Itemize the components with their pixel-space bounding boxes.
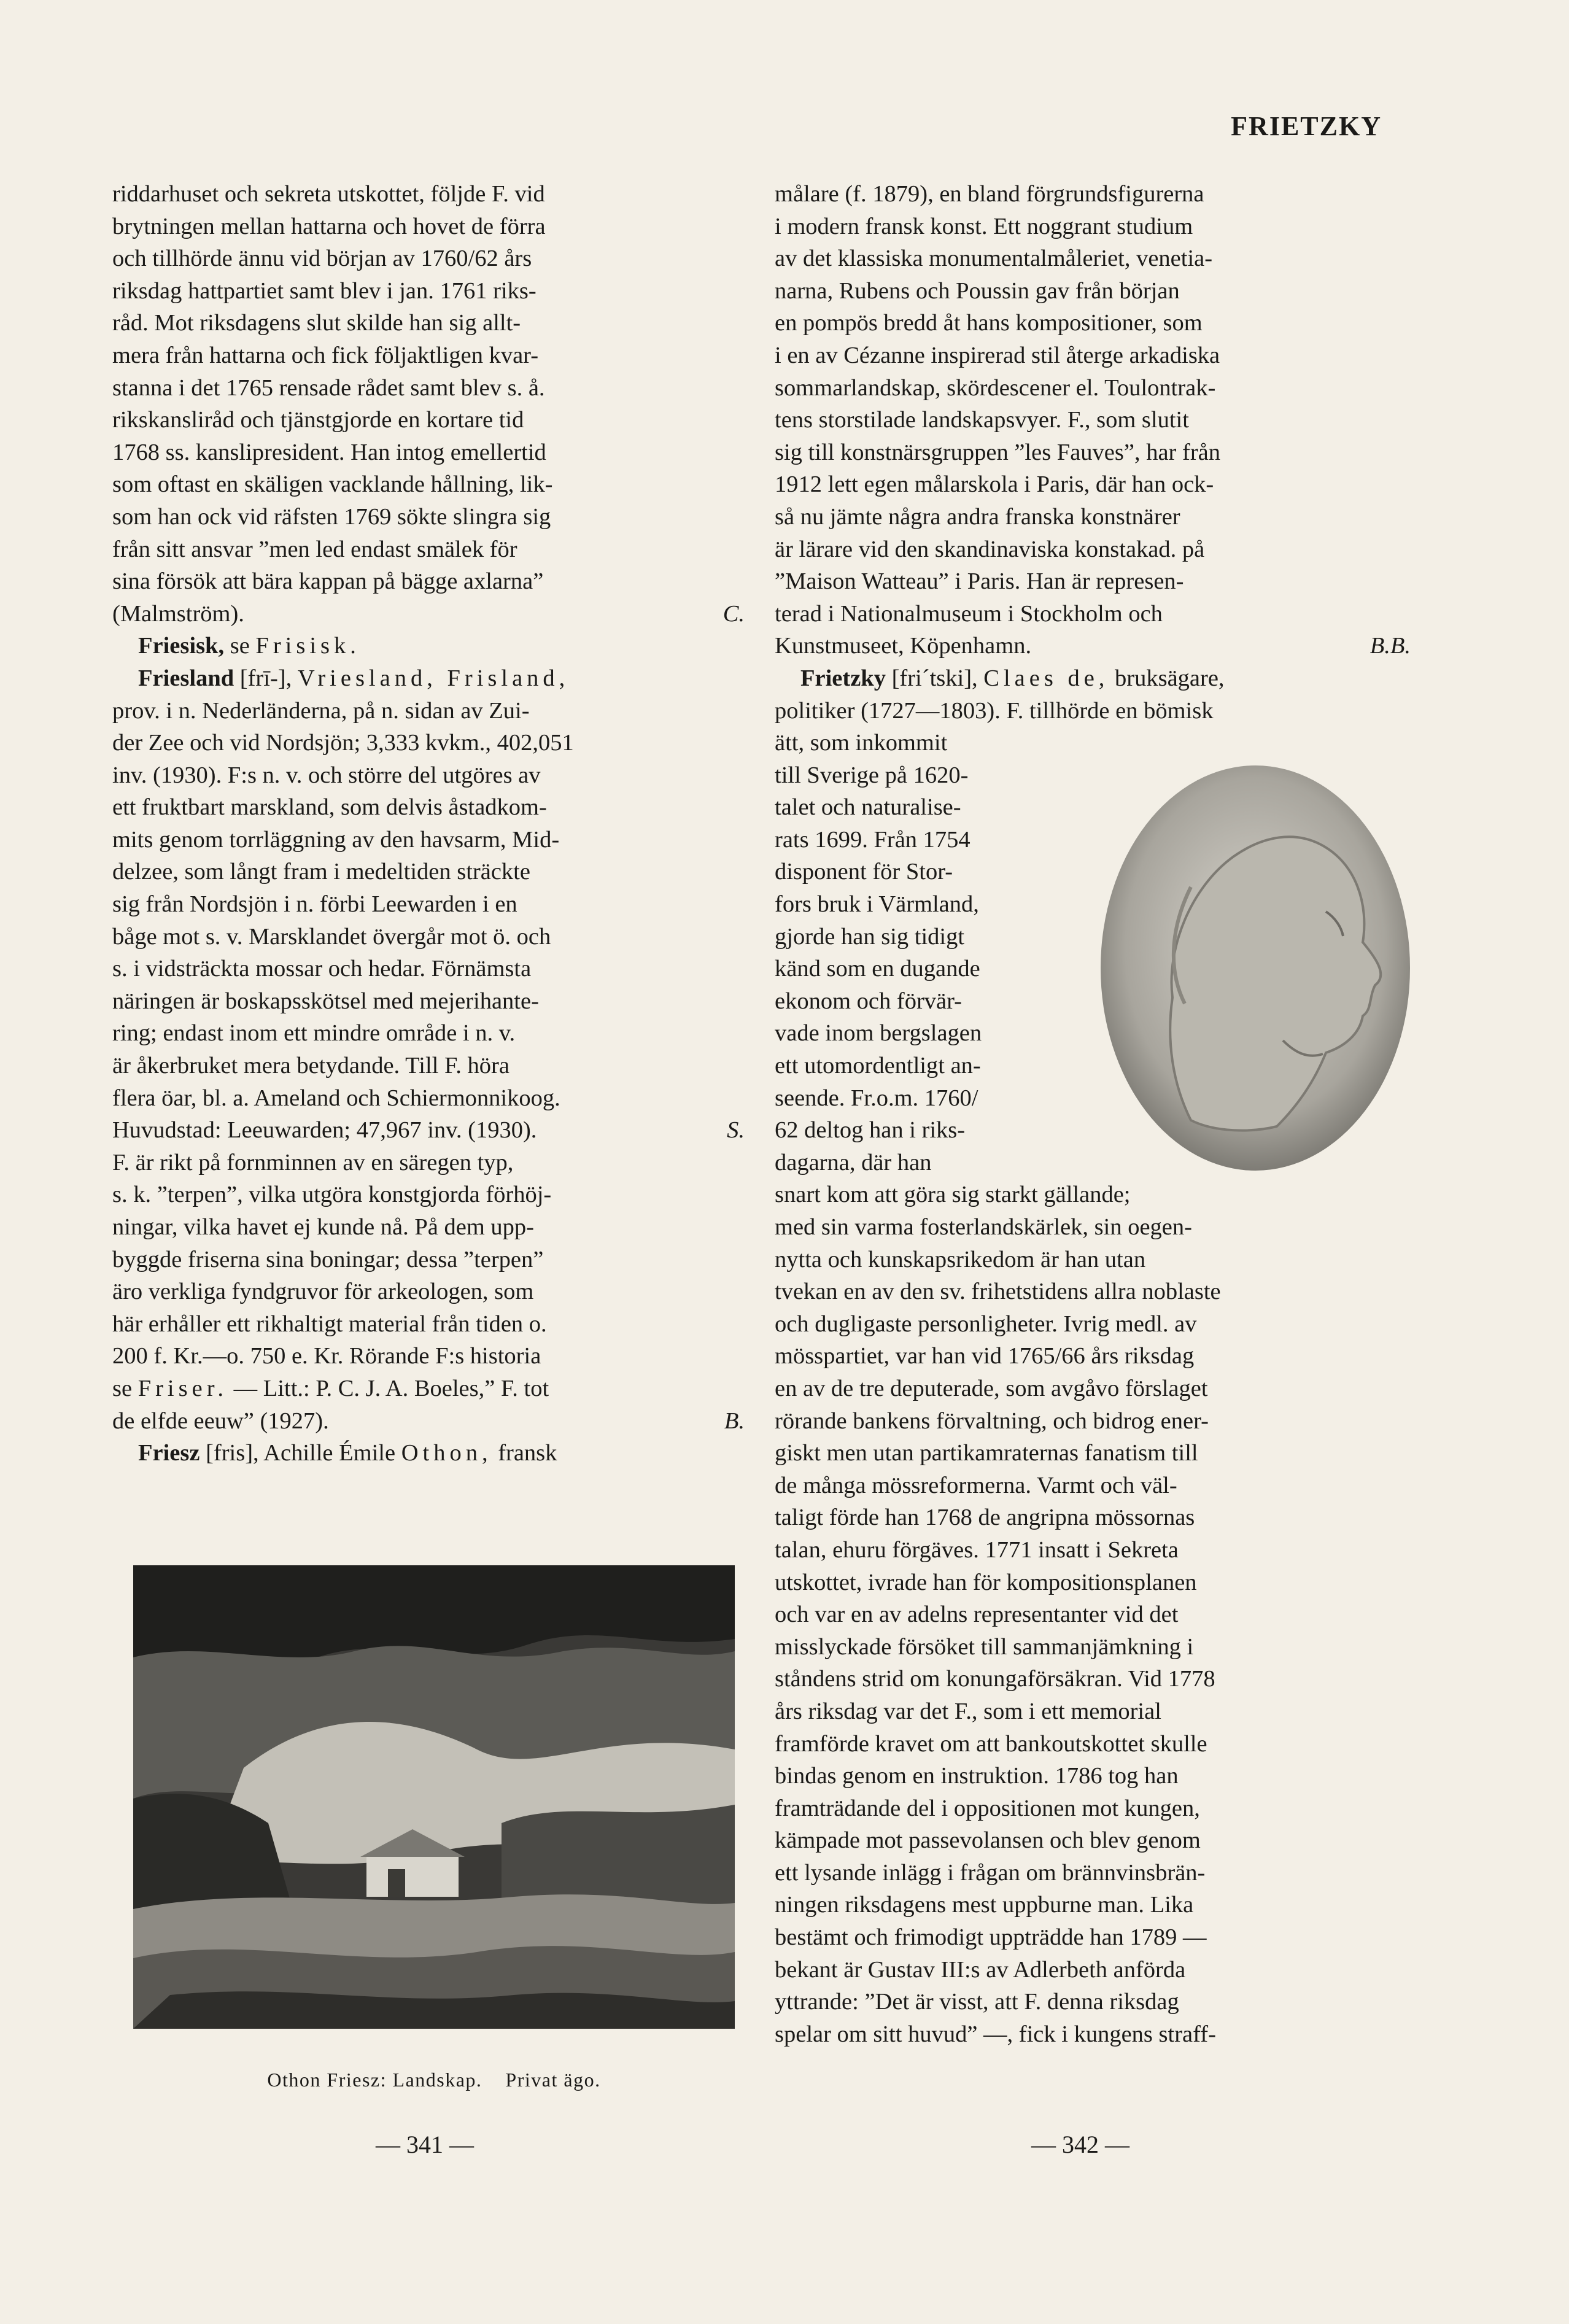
- text-line: nytta och kunskapsrikedom är han utan: [775, 1246, 1146, 1272]
- text-line: äro verkliga fyndgruvor för arkeologen, som: [112, 1279, 534, 1305]
- cross-reference: Frisisk.: [255, 633, 360, 659]
- headword: Friesland: [138, 665, 234, 691]
- text-line: delzee, som långt fram i medeltiden sträckte: [112, 859, 530, 885]
- text-line: råd. Mot riksdagens slut skilde han sig allt-: [112, 310, 521, 336]
- author-signature: B.: [724, 1408, 745, 1434]
- text-line: Huvudstad: Leeuwarden; 47,967 inv. (1930). S.: [112, 1114, 745, 1147]
- headword: Frietzky: [800, 665, 886, 691]
- text-line: gjorde han sig tidigt: [775, 923, 965, 950]
- text-line: misslyckade försöket till sammanjämkning i: [775, 1633, 1194, 1660]
- entry-body: [112, 1147, 745, 1373]
- text-line: kämpade mot passevolansen och blev genom: [775, 1827, 1201, 1854]
- text-line: här erhåller ett rikhaltigt material från tiden o.: [112, 1311, 547, 1337]
- text-line: i modern fransk konst. Ett noggrant studium: [775, 213, 1193, 239]
- portrait-image: [1099, 764, 1412, 1172]
- text-line: är åkerbruket mera betydande. Till F. höra: [112, 1053, 509, 1079]
- text-line: och var en av adelns representanter vid det: [775, 1602, 1179, 1628]
- text-line: yttrande: ”Det är visst, att F. denna riksdag: [775, 1989, 1179, 2015]
- text-line: dagarna, där han: [775, 1149, 932, 1176]
- text-line: bestämt och frimodigt uppträdde han 1789 —: [775, 1924, 1207, 1951]
- text-line: der Zee och vid Nordsjön; 3,333 kvkm., 402,051: [112, 730, 574, 756]
- portrait-relief: [1099, 764, 1412, 1172]
- text-line: bindas genom en instruktion. 1786 tog han: [775, 1763, 1179, 1789]
- text-line: mits genom torrläggning av den havsarm, Mid-: [112, 826, 560, 853]
- text-line: de många mössreformerna. Varmt och väl-: [775, 1472, 1177, 1498]
- text-line: mösspartiet, var han vid 1765/66 års riksdag: [775, 1343, 1195, 1369]
- text-line: tvekan en av den sv. frihetstidens allra noblaste: [775, 1279, 1221, 1305]
- text-line: Kunstmuseet, Köpenhamn. B.B.: [775, 630, 1411, 662]
- left-column: [112, 178, 745, 1470]
- text-line: båge mot s. v. Marsklandet övergår mot ö. och: [112, 923, 551, 950]
- author-signature: C.: [723, 600, 745, 627]
- text-line: seende. Fr.o.m. 1760/: [775, 1085, 978, 1111]
- text-line: stanna i det 1765 rensade rådet samt blev s. å.: [112, 374, 545, 401]
- text-line: en av de tre deputerade, som avgåvo förslaget: [775, 1375, 1208, 1401]
- text-line: med sin varma fosterlandskärlek, sin oegen-: [775, 1214, 1192, 1240]
- text-line: års riksdag var det F., som i ett memorial: [775, 1698, 1161, 1724]
- text-line: byggde friserna sina boningar; dessa ”terpen”: [112, 1246, 544, 1272]
- entry-body: [112, 695, 745, 1115]
- text-line: ningen riksdagens mest uppburne man. Lika: [775, 1892, 1194, 1918]
- text-line: riddarhuset och sekreta utskottet, följde F. vid: [112, 181, 545, 207]
- page-number-right: — 342 —: [1031, 2131, 1129, 2158]
- text-line: utskottet, ivrade han för kompositionsplanen: [775, 1569, 1197, 1595]
- entry-friesz: Friesz [fris], Achille Émile Othon, fransk: [138, 1440, 557, 1466]
- text-line: taligt förde han 1768 de angripna mössornas: [775, 1505, 1195, 1531]
- text-line: rörande bankens förvaltning, och bidrog ener-: [775, 1408, 1209, 1434]
- text-line: ett lysande inlägg i frågan om brännvinsbrän-: [775, 1859, 1206, 1886]
- text-line: inv. (1930). F:s n. v. och större del utgöres av: [112, 762, 541, 788]
- text-line: ätt, som inkommit: [775, 730, 948, 756]
- text-line: sig till konstnärsgruppen ”les Fauves”, har från: [775, 439, 1220, 465]
- text-line: mera från hattarna och fick följaktligen kvar-: [112, 342, 539, 368]
- text-line: prov. i n. Nederländerna, på n. sidan av Zui-: [112, 697, 530, 724]
- text-line: spelar om sitt huvud” —, fick i kungens straff-: [775, 2021, 1216, 2047]
- text-line: ståndens strid om konungaförsäkran. Vid 1778: [775, 1666, 1215, 1692]
- text-line: är lärare vid den skandinaviska konstakad. på: [775, 536, 1205, 562]
- entry-body: [775, 1179, 1411, 2050]
- text-line: fors bruk i Värmland,: [775, 891, 979, 918]
- text-line: ett utomordentligt an-: [775, 1053, 981, 1079]
- text-line: känd som en dugande: [775, 956, 980, 982]
- text-line: ”Maison Watteau” i Paris. Han är represen-: [775, 568, 1184, 595]
- text-line: disponent för Stor-: [775, 859, 953, 885]
- text-line: sommarlandskap, skördescener el. Toulontrak-: [775, 374, 1216, 401]
- running-header: FRIETZKY: [1231, 111, 1382, 141]
- text-line: ett fruktbart marskland, som delvis åstadkom-: [112, 794, 547, 821]
- text-line: politiker (1727—1803). F. tillhörde en bömisk: [775, 697, 1214, 724]
- text-line: (Malmström). C.: [112, 598, 745, 630]
- text-line: så nu jämte några andra franska konstnärer: [775, 503, 1180, 530]
- text-line: 62 deltog han i riks-: [775, 1117, 966, 1144]
- entry-body-narrow: [775, 727, 1082, 1179]
- text-line: tens storstilade landskapsvyer. F., som slutit: [775, 407, 1189, 433]
- text-line: giskt men utan partikamraternas fanatism till: [775, 1440, 1198, 1466]
- text-line: narna, Rubens och Poussin gav från början: [775, 277, 1180, 304]
- headword: Friesz: [138, 1440, 200, 1466]
- text-line: och dugligaste personligheter. Ivrig medl. av: [775, 1311, 1197, 1337]
- text-line: s. i vidsträckta mossar och hedar. Förnämsta: [112, 956, 532, 982]
- text-line: till Sverige på 1620-: [775, 762, 969, 788]
- text-line: F. är rikt på fornminnen av en säregen typ,: [112, 1149, 514, 1176]
- text-line: i en av Cézanne inspirerad stil återge arkadiska: [775, 342, 1220, 368]
- text-line: bekant är Gustav III:s av Adlerbeth anförda: [775, 1956, 1186, 1983]
- figure-caption: Othon Friesz: Landskap. Privat ägo.: [267, 2069, 601, 2091]
- author-signature: S.: [727, 1117, 745, 1144]
- text-line: riksdag hattpartiet samt blev i jan. 1761 riks-: [112, 277, 537, 304]
- person-name: Othon,: [401, 1440, 492, 1466]
- text-line: sig från Nordsjön i n. förbi Leewarden i en: [112, 891, 517, 918]
- text-line: som oftast en skäligen vacklande hållning, lik-: [112, 471, 553, 498]
- entry-continuation: [112, 178, 745, 598]
- page-number-left: — 341 —: [376, 2131, 474, 2158]
- text-line: som han ock vid räfsten 1769 sökte slingra sig: [112, 503, 551, 530]
- text-line: snart kom att göra sig starkt gällande;: [775, 1182, 1131, 1208]
- entry-frietzky: Frietzky [fri´tski], Claes de, bruksägare,: [800, 665, 1225, 691]
- text-line: av det klassiska monumentalmåleriet, venetia-: [775, 246, 1213, 272]
- text-line: vade inom bergslagen: [775, 1020, 982, 1047]
- text-line: 1768 ss. kanslipresident. Han intog emellertid: [112, 439, 546, 465]
- text-line: ekonom och förvär-: [775, 988, 962, 1014]
- text-line: målare (f. 1879), en bland förgrundsfigurerna: [775, 181, 1204, 207]
- text-line: 1912 lett egen målarskola i Paris, där han ock-: [775, 471, 1214, 498]
- author-signature: B.B.: [1369, 633, 1411, 659]
- text-line: framförde kravet om att bankoutskottet skulle: [775, 1730, 1207, 1757]
- alt-names: Vriesland, Frisland,: [297, 665, 570, 691]
- text-line: och tillhörde ännu vid början av 1760/62 års: [112, 246, 532, 272]
- text-line: se Friser. — Litt.: P. C. J. A. Boeles,” F. tot: [112, 1375, 549, 1401]
- landscape-image: [133, 1565, 735, 2029]
- cross-reference: Friser.: [138, 1375, 228, 1401]
- text-line: 200 f. Kr.—o. 750 e. Kr. Rörande F:s historia: [112, 1343, 541, 1369]
- text-line: ningar, vilka havet ej kunde nå. På dem upp-: [112, 1214, 534, 1240]
- text-line: talan, ehuru förgäves. 1771 insatt i Sekreta: [775, 1536, 1179, 1563]
- landscape-painting: [133, 1565, 735, 2029]
- text-line: ring; endast inom ett mindre område i n. v.: [112, 1020, 516, 1047]
- text-line: framträdande del i oppositionen mot kungen,: [775, 1795, 1200, 1821]
- entry-continuation: [775, 178, 1411, 630]
- text-line: rikskansliråd och tjänstgjorde en kortare tid: [112, 407, 524, 433]
- text-line: en pompös bredd åt hans kompositioner, som: [775, 310, 1203, 336]
- headword: Friesisk,: [138, 633, 225, 659]
- entry-friesisk: Friesisk, se Frisisk.: [138, 633, 360, 659]
- text-line: terad i Nationalmuseum i Stockholm och: [775, 600, 1163, 627]
- text-line: från sitt ansvar ”men led endast smälek för: [112, 536, 517, 562]
- text-line: näringen är boskapsskötsel med mejerihante-: [112, 988, 539, 1014]
- entry-friesland: Friesland [frī-], Vriesland, Frisland,: [138, 665, 570, 691]
- text-line: rats 1699. Från 1754: [775, 826, 970, 853]
- person-name: Claes de,: [983, 665, 1109, 691]
- text-line: brytningen mellan hattarna och hovet de förra: [112, 213, 546, 239]
- text-line: talet och naturalise-: [775, 794, 961, 821]
- text-line: s. k. ”terpen”, vilka utgöra konstgjorda förhöj-: [112, 1182, 552, 1208]
- text-line: flera öar, bl. a. Ameland och Schiermonnikoog.: [112, 1085, 560, 1111]
- text-line: de elfde eeuw” (1927). B.: [112, 1405, 745, 1438]
- text-line: sina försök att bära kappan på bägge axlarna”: [112, 568, 544, 595]
